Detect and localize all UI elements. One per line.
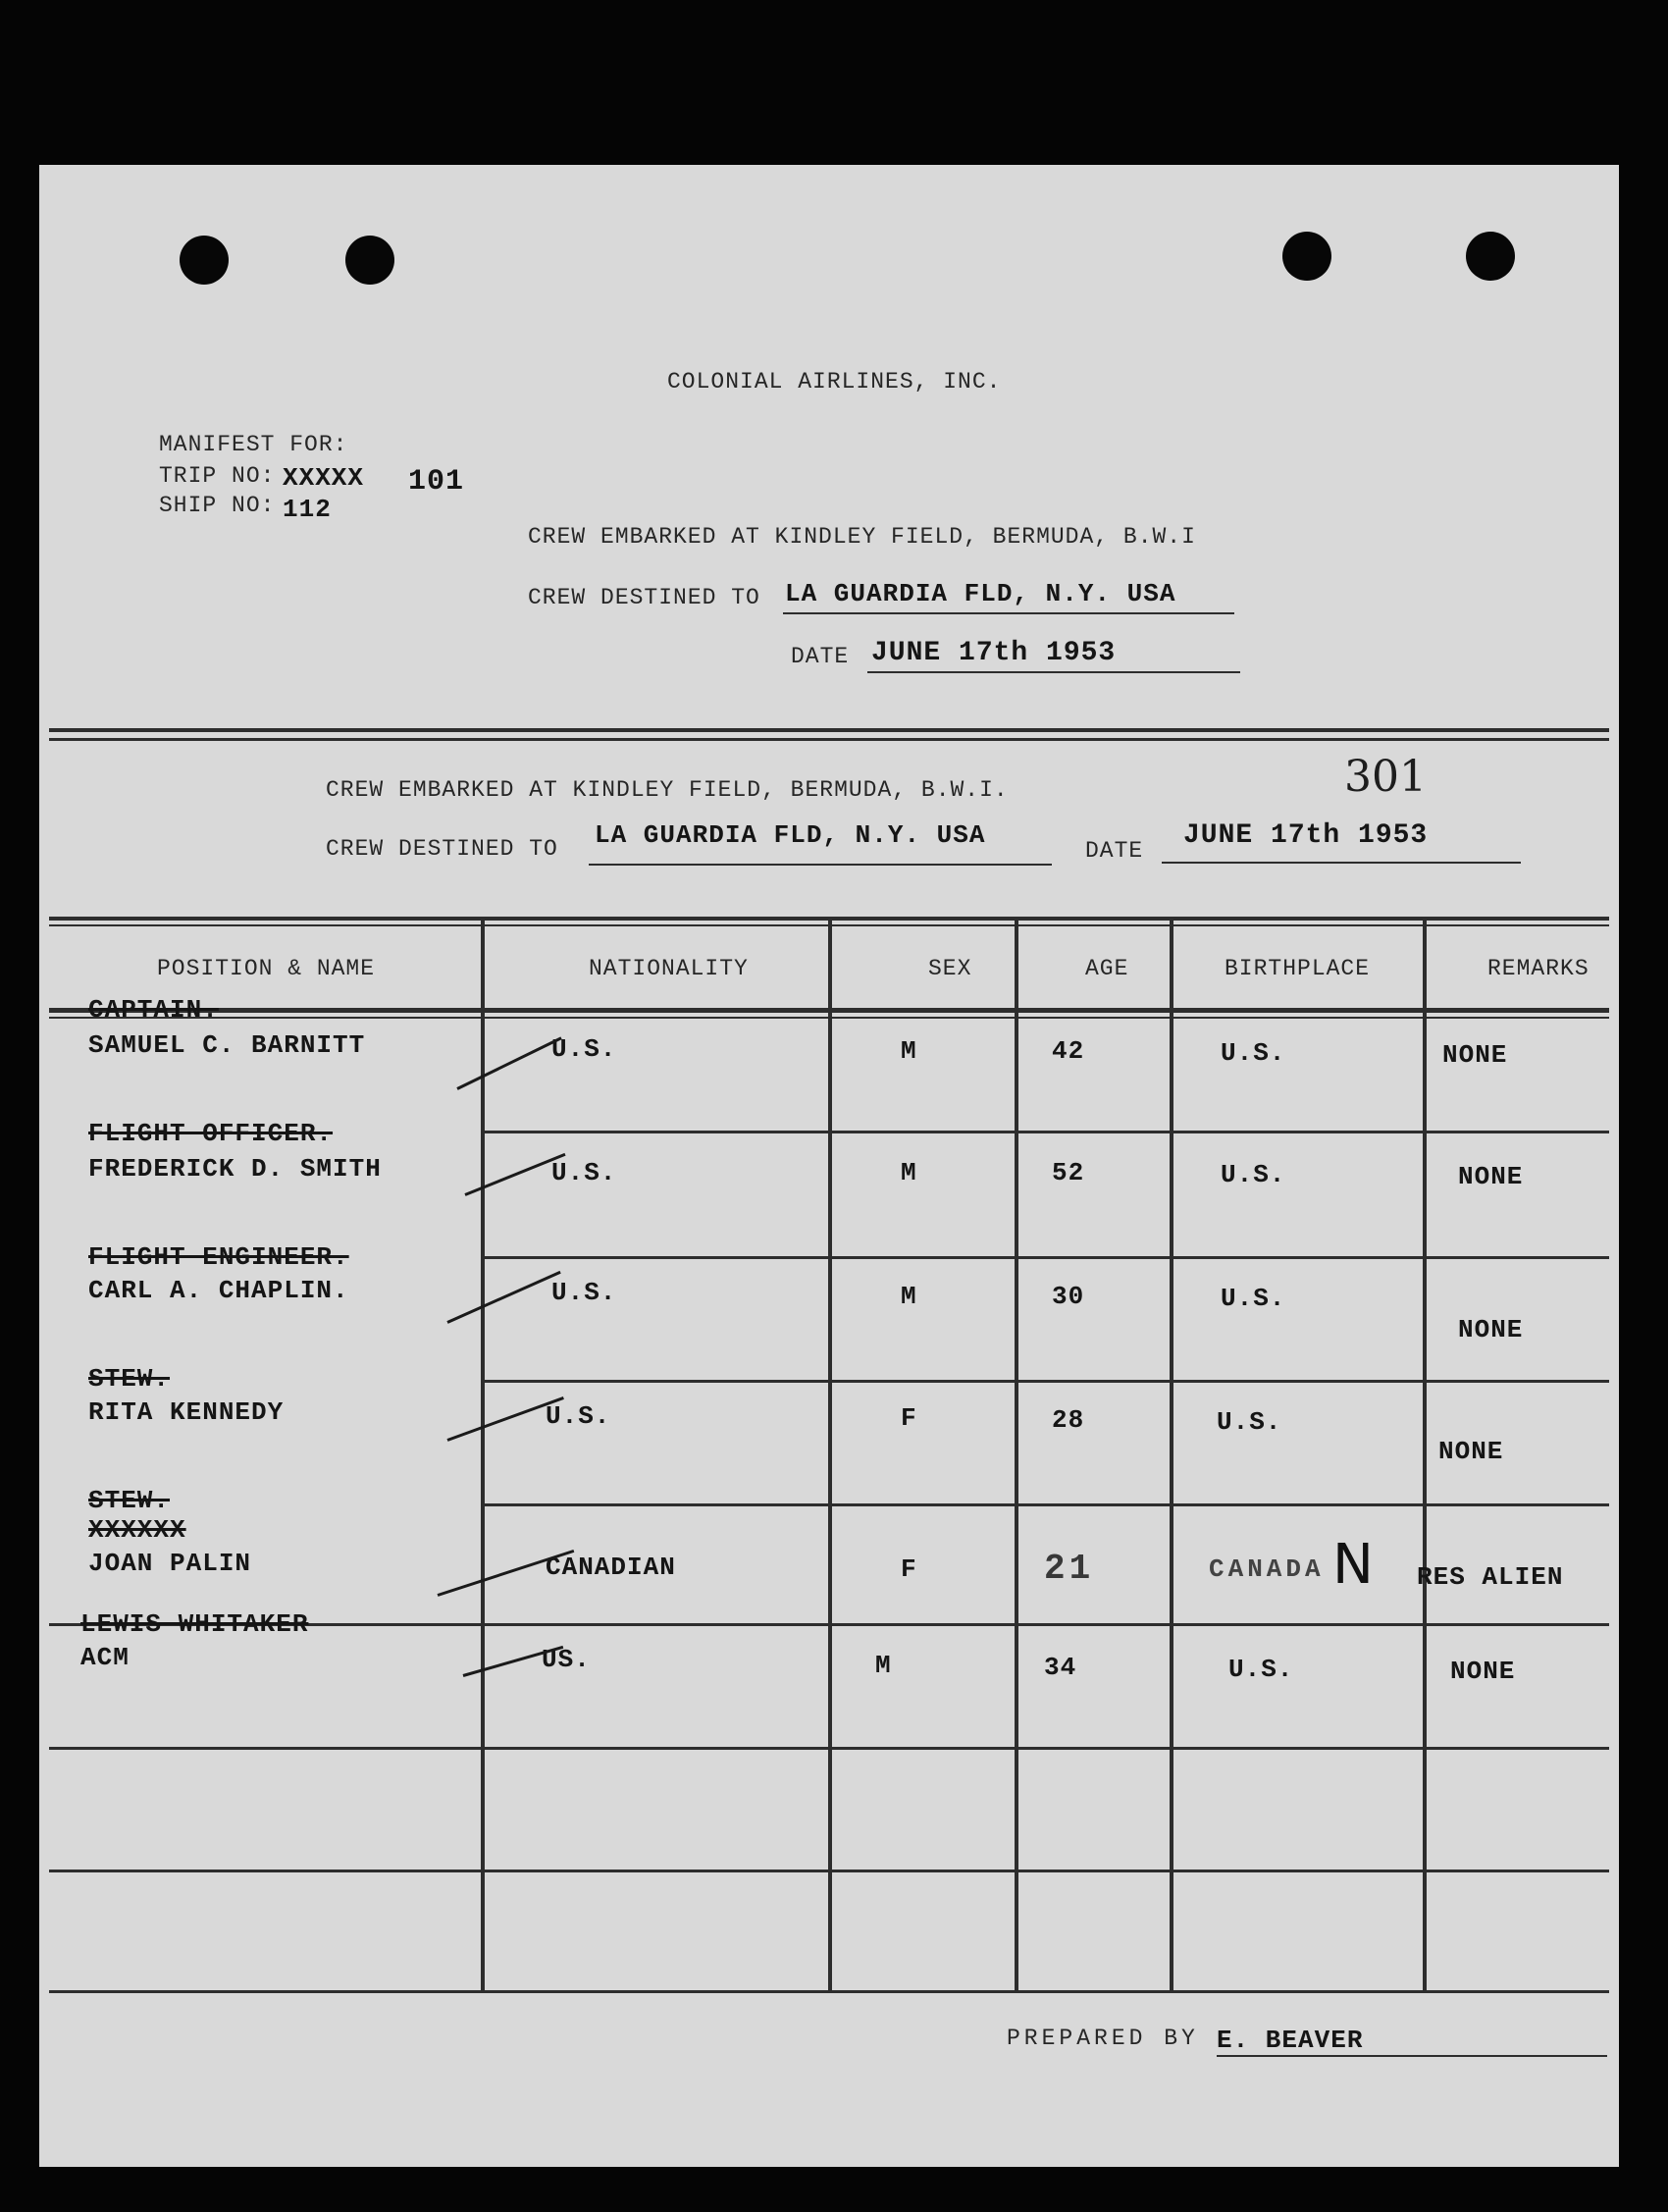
col-divider-3 [1015,921,1018,1992]
ship-number: 112 [283,495,332,524]
top-date-label: DATE [791,644,850,669]
second-destined-label: CREW DESTINED TO [326,836,558,862]
row-3-name: CARL A. CHAPLIN. [88,1276,349,1305]
row-rule-4 [481,1503,1609,1506]
header-position: POSITION & NAME [157,956,376,981]
row-5-extra: XXXXXX [88,1515,186,1545]
second-date-label: DATE [1085,838,1144,864]
row-1-name: SAMUEL C. BARNITT [88,1030,366,1060]
col-divider-1 [481,921,485,1992]
row-6-age: 34 [1044,1653,1077,1682]
row-2-age: 52 [1052,1158,1085,1187]
row-2-position: FLIGHT OFFICER. [88,1119,334,1148]
row-5-sex: F [901,1554,917,1584]
row-4-age: 28 [1052,1405,1085,1435]
row-2-name: FREDERICK D. SMITH [88,1154,382,1184]
manifest-number: 301 [1344,752,1427,802]
punch-hole-right-1 [1282,232,1331,281]
row-4-birthplace: U.S. [1217,1407,1282,1437]
row-1-age: 42 [1052,1036,1085,1066]
row-3-remarks: NONE [1458,1315,1524,1344]
col-divider-4 [1170,921,1173,1992]
row-6-birthplace: U.S. [1228,1655,1294,1684]
top-date-underline [867,671,1240,673]
punch-hole-left-1 [180,236,229,285]
row-6-nationality: US. [542,1645,591,1674]
header-birthplace: BIRTHPLACE [1225,956,1371,981]
row-5-nationality: CANADIAN [546,1553,676,1582]
row-5-name: JOAN PALIN [88,1549,252,1578]
row-4-remarks: NONE [1438,1437,1504,1466]
row-5-handwritten-mark: N [1332,1533,1374,1597]
row-6-name: ACM [80,1643,130,1672]
manifest-label: MANIFEST FOR: [159,432,348,457]
prepared-by-underline [1217,2055,1607,2057]
row-1-remarks: NONE [1442,1040,1508,1070]
header-sex: SEX [928,956,972,981]
row-5-birthplace: CANADA [1209,1554,1325,1584]
prepared-by-value: E. BEAVER [1217,2026,1364,2055]
row-3-position: FLIGHT ENGINEER. [88,1242,349,1272]
separator-rule-2 [49,738,1609,741]
header-nationality: NATIONALITY [589,956,749,981]
second-date-underline [1162,862,1521,864]
trip-struck: XXXXX [283,463,365,493]
ship-label: SHIP NO: [159,493,276,518]
top-destined-value: LA GUARDIA FLD, N.Y. USA [785,579,1176,608]
row-1-birthplace: U.S. [1221,1038,1286,1068]
row-1-position: CAPTAIN. [88,995,219,1025]
row-rule-3 [481,1380,1609,1383]
row-4-sex: F [901,1403,917,1433]
second-date-value: JUNE 17th 1953 [1183,820,1429,851]
row-5-position: STEW. [88,1486,171,1515]
row-3-birthplace: U.S. [1221,1284,1286,1313]
trip-label: TRIP NO: [159,463,276,489]
company-name: COLONIAL AIRLINES, INC. [667,369,1002,395]
row-5-age: 21 [1044,1549,1095,1589]
separator-rule [49,728,1609,732]
trip-number: 101 [408,465,465,499]
row-rule-2 [481,1256,1609,1259]
row-4-position: STEW. [88,1364,171,1394]
top-destined-label: CREW DESTINED TO [528,585,760,610]
col-divider-2 [828,921,832,1992]
row-2-remarks: NONE [1458,1162,1524,1191]
top-embarked: CREW EMBARKED AT KINDLEY FIELD, BERMUDA, B.W.I [528,524,1196,550]
punch-hole-right-2 [1466,232,1515,281]
row-2-nationality: U.S. [551,1158,617,1187]
row-6-position: LEWIS WHITAKER [80,1609,309,1639]
row-1-sex: M [901,1036,917,1066]
row-3-nationality: U.S. [551,1278,617,1307]
second-destined-value: LA GUARDIA FLD, N.Y. USA [595,820,986,850]
row-1-nationality: U.S. [551,1034,617,1064]
col-divider-5 [1423,921,1427,1992]
top-date-value: JUNE 17th 1953 [871,638,1117,668]
row-3-age: 30 [1052,1282,1085,1311]
row-4-name: RITA KENNEDY [88,1397,285,1427]
row-6-remarks: NONE [1450,1657,1516,1686]
punch-hole-left-2 [345,236,394,285]
prepared-by-label: PREPARED BY [1007,2026,1199,2051]
second-embarked: CREW EMBARKED AT KINDLEY FIELD, BERMUDA, B.W.I. [326,777,1009,803]
top-destined-underline [783,612,1234,614]
row-3-sex: M [901,1282,917,1311]
second-destined-underline [589,864,1052,866]
row-rule-1 [481,1131,1609,1133]
header-remarks: REMARKS [1487,956,1590,981]
row-6-sex: M [875,1651,892,1680]
row-4-nationality: U.S. [546,1401,611,1431]
row-5-remarks: RES ALIEN [1417,1562,1564,1592]
row-2-birthplace: U.S. [1221,1160,1286,1189]
header-age: AGE [1085,956,1129,981]
row-2-sex: M [901,1158,917,1187]
